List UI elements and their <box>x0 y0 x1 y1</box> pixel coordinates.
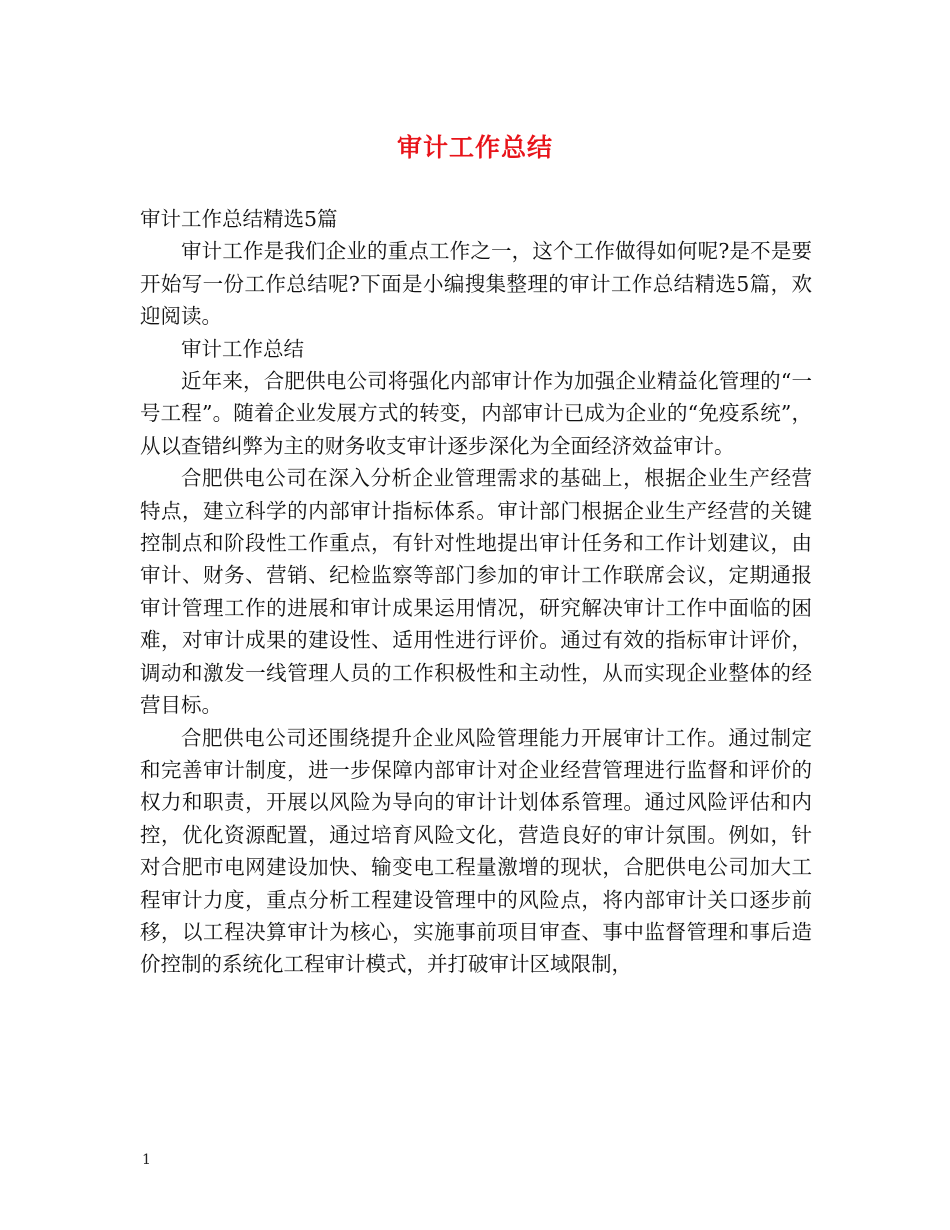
page-number: 1 <box>142 1152 151 1168</box>
document-body <box>140 203 812 981</box>
body-paragraph: 合肥供电公司在深入分析企业管理需求的基础上，根据企业生产经营特点，建立科学的内部审计指标体系。审计部门根据企业生产经营的关键控制点和阶段性工作重点，有针对性地提出审计任务和工作计划建议，由审计、财务、营销、纪检监察等部门参加的审计工作联席会议，定期通报审计管理工作的进展和审计成果运用情况，研究解决审计工作中面临的困难，对审计成果的建设性、适用性进行评价。通过有效的指标审计评价，调动和激发一线管理人员的工作积极性和主动性，从而实现企业整体的经营目标。 <box>140 466 812 718</box>
document-title: 审计工作总结 <box>396 133 553 162</box>
body-paragraph: 合肥供电公司还围绕提升企业风险管理能力开展审计工作。通过制定和完善审计制度，进一步保障内部审计对企业经营管理进行监督和评价的权力和职责，开展以风险为导向的审计计划体系管理。通过风险评估和内控，优化资源配置，通过培育风险文化，营造良好的审计氛围。例如，针对合肥市电网建设加快、输变电工程量激增的现状，合肥供电公司加大工程审计力度，重点分析工程建设管理中的风险点，将内部审计关口逐步前移，以工程决算审计为核心，实施事前项目审查、事中监督管理和事后造价控制的系统化工程审计模式，并打破审计区域限制， <box>140 725 812 977</box>
body-paragraph: 近年来，合肥供电公司将强化内部审计作为加强企业精益化管理的“一号工程”。随着企业发展方式的转变，内部审计已成为企业的“免疫系统”，从以查错纠弊为主的财务收支审计逐步深化为全面经济效益审计。 <box>140 369 812 458</box>
subtitle-paragraph: 审计工作总结精选5篇 <box>140 207 338 231</box>
intro-paragraph: 审计工作是我们企业的重点工作之一，这个工作做得如何呢?是不是要开始写一份工作总结呢?下面是小编搜集整理的审计工作总结精选5篇，欢迎阅读。 <box>140 239 812 329</box>
section-heading: 审计工作总结 <box>181 336 304 361</box>
